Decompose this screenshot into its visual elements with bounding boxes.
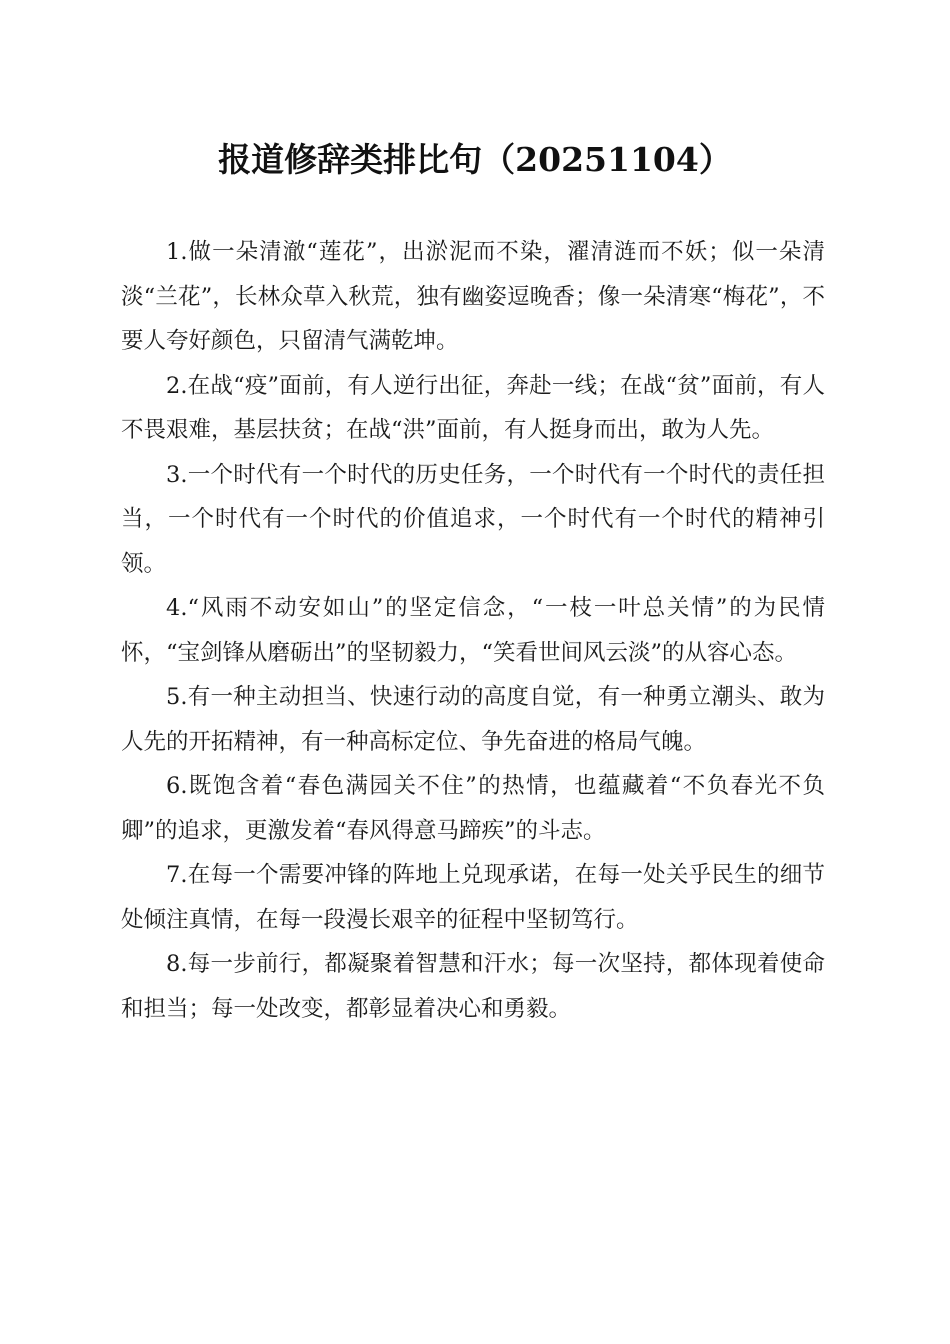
paragraph-8: 8.每一步前行，都凝聚着智慧和汗水；每一次坚持，都体现着使命和担当；每一处改变，都彰显着决心和勇毅。 (121, 951, 825, 1022)
paragraph-5: 5.有一种主动担当、快速行动的高度自觉，有一种勇立潮头、敢为人先的开拓精神，有一种高标定位、争先奋进的格局气魄。 (121, 684, 825, 755)
paragraph-6: 6.既饱含着“春色满园关不住”的热情，也蕴藏着“不负春光不负卿”的追求，更激发着“春风得意马蹄疾”的斗志。 (121, 773, 825, 844)
paragraph-2: 2.在战“疫”面前，有人逆行出征，奔赴一线；在战“贫”面前，有人不畏艰难，基层扶贫；在战“洪”面前，有人挺身而出，敢为人先。 (121, 372, 825, 443)
paragraph-7: 7.在每一个需要冲锋的阵地上兑现承诺，在每一处关乎民生的细节处倾注真情，在每一段漫长艰辛的征程中坚韧笃行。 (121, 862, 825, 933)
document-title: 报道修辞类排比句（20251104） (218, 140, 732, 179)
document-body (121, 230, 825, 1031)
paragraph-1: 1.做一朵清澈“莲花”，出淤泥而不染，濯清涟而不妖；似一朵清淡“兰花”，长林众草入秋荒，独有幽姿逗晚香；像一朵清寒“梅花”，不要人夸好颜色，只留清气满乾坤。 (121, 239, 825, 354)
paragraph-3: 3.一个时代有一个时代的历史任务，一个时代有一个时代的责任担当，一个时代有一个时代的价值追求，一个时代有一个时代的精神引领。 (121, 461, 825, 577)
paragraph-4: 4.“风雨不动安如山”的坚定信念，“一枝一叶总关情”的为民情怀，“宝剑锋从磨砺出”的坚韧毅力，“笑看世间风云淡”的从容心态。 (121, 595, 825, 666)
